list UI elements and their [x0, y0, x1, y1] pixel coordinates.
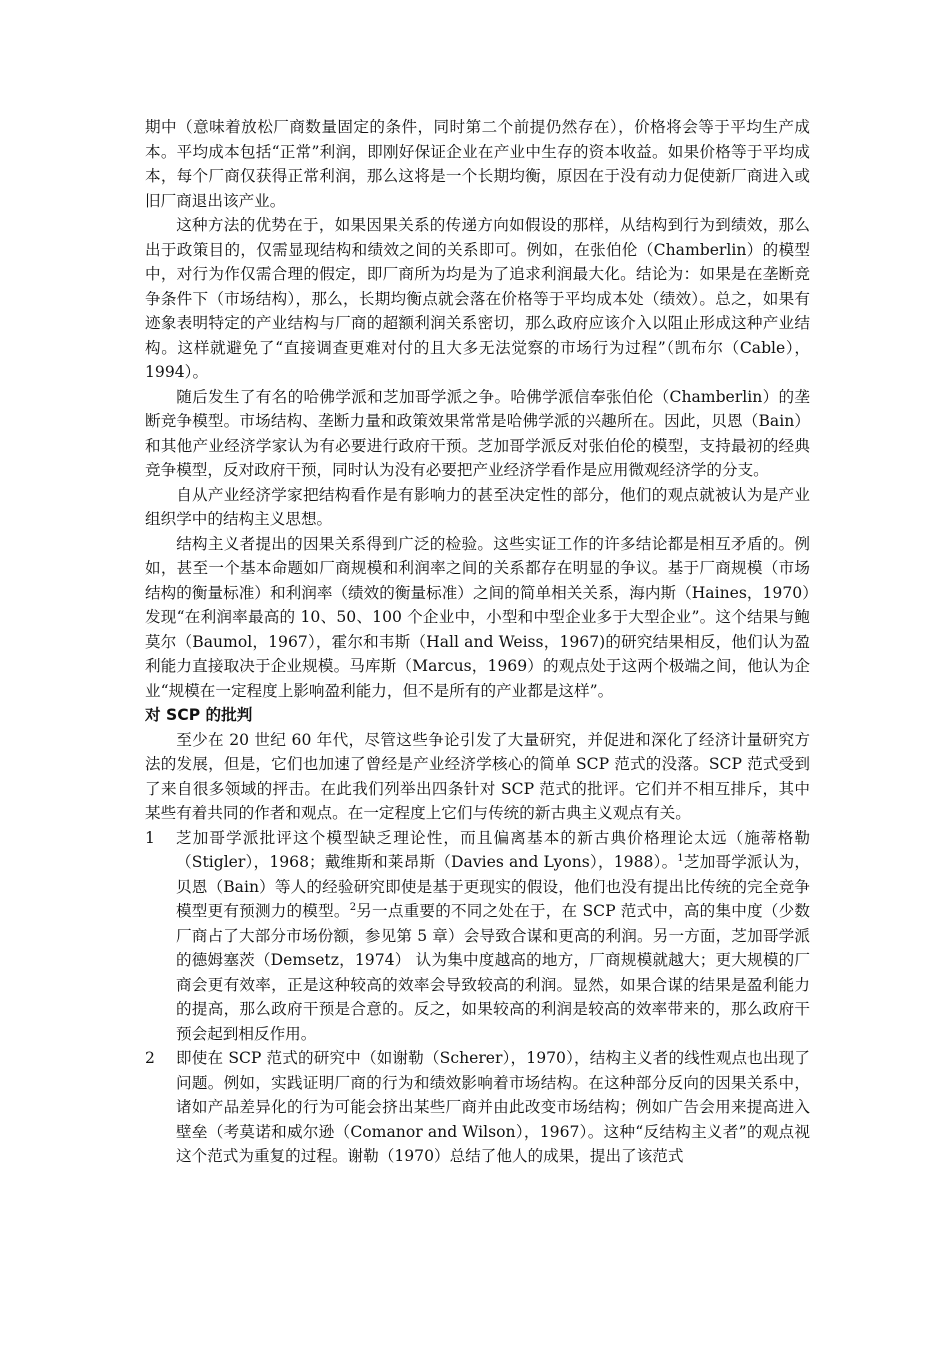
list-item: [145, 1046, 810, 1169]
list-item-text-part: 芝加哥学派认为，贝恩（Bain）等人的经验研究即使是基于更现实的假设，他们也没有提出比传统的完全竞争模型更有预测力的模型。: [176, 853, 810, 920]
list-item-number: 2: [145, 1049, 155, 1067]
body-paragraph: 结构主义者提出的因果关系得到广泛的检验。这些实证工作的许多结论都是相互矛盾的。例如，甚至一个基本命题如厂商规模和利润率之间的关系都存在明显的争议。基于厂商规模（市场结构的衡量标准）和利润率（绩效的衡量标准）之间的简单相关关系，海内斯（Haines，1970）发现“在利润率最高的 10、50、100 个企业中，小型和中型企业多于大型企业”。这个结果与鲍莫尔（Baumol，1967），霍尔和韦斯（Hall and Weiss，1967)的研究结果相反，他们认为盈利能力直接取决于企业规模。马库斯（Marcus，1969）的观点处于这两个极端之间，他认为企业“规模在一定程度上影响盈利能力，但不是所有的产业都是这样”。: [145, 534, 810, 700]
body-paragraph: 随后发生了有名的哈佛学派和芝加哥学派之争。哈佛学派信奉张伯伦（Chamberlin）的垄断竞争模型。市场结构、垄断力量和政策效果常常是哈佛学派的兴趣所在。因此，贝恩（Bain）和其他产业经济学家认为有必要进行政府干预。芝加哥学派反对张伯伦的模型，支持最初的经典竞争模型，反对政府干预，同时认为没有必要把产业经济学看作是应用微观经济学的分支。: [145, 387, 810, 479]
list-item-text: 即使在 SCP 范式的研究中（如谢勒（Scherer），1970），结构主义者的线性观点也出现了问题。例如，实践证明厂商的行为和绩效影响着市场结构。在这种部分反向的因果关系中，诸如产品差异化的行为可能会挤出某些厂商并由此改变市场结构；例如广告会用来提高进入壁垒（考莫诺和威尔逊（Comanor and Wilson），1967）。这种“反结构主义者”的观点视这个范式为重复的过程。谢勒（1970）总结了他人的成果，提出了该范式: [176, 1049, 810, 1165]
list-item-text-part: 另一点重要的不同之处在于，在 SCP 范式中，高的集中度（少数厂商占了大部分市场份额，参见第 5 章）会导致合谋和更高的利润。另一方面，芝加哥学派的德姆塞茨（Demsetz，1974） 认为集中度越高的地方，厂商规模就越大；更大规模的厂商会更有效率，正是这种较高的效率会导致较高的利润。显然，如果合谋的结果是盈利能力的提高，那么政府干预是合意的。反之，如果较高的利润是较高的效率带来的，那么政府干预会起到相反作用。: [176, 902, 810, 1043]
body-paragraph: 自从产业经济学家把结构看作是有影响力的甚至决定性的部分，他们的观点就被认为是产业组织学中的结构主义思想。: [145, 485, 810, 528]
list-item-text-part: 芝加哥学派批评这个模型缺乏理论性，而且偏离基本的新古典价格理论太远（施蒂格勒（Stigler），1968；戴维斯和莱昂斯（Davies and Lyons），1988）。: [176, 828, 810, 871]
list-item: [145, 826, 810, 1047]
list-item-number: 1: [145, 828, 155, 847]
footnote-marker[interactable]: 2: [349, 901, 357, 913]
body-paragraph: 这种方法的优势在于，如果因果关系的传递方向如假设的那样，从结构到行为到绩效，那么出于政策目的，仅需显现结构和绩效之间的关系即可。例如，在张伯伦（Chamberlin）的模型中，对行为作仅需合理的假定，即厂商所为均是为了追求利润最大化。结论为：如果是在垄断竞争条件下（市场结构），那么，长期均衡点就会落在价格等于平均成本处（绩效）。总之，如果有迹象表明特定的产业结构与厂商的超额利润关系密切，那么政府应该介入以阻止形成这种产业结构。这样就避免了“直接调查更难对付的且大多无法觉察的市场行为过程”（凯布尔（Cable），1994）。: [145, 216, 810, 381]
body-paragraph: 期中（意味着放松厂商数量固定的条件，同时第二个前提仍然存在），价格将会等于平均生产成本。平均成本包括“正常”利润，即刚好保证企业在产业中生存的资本收益。如果价格等于平均成本，每个厂商仅获得正常利润，那么这将是一个长期均衡，原因在于没有动力促使新厂商进入或旧厂商退出该产业。: [145, 118, 810, 210]
document-page: [145, 115, 810, 1169]
section-heading: 对 SCP 的批判: [145, 706, 253, 724]
footnote-marker[interactable]: 1: [677, 852, 684, 864]
body-paragraph: 至少在 20 世纪 60 年代，尽管这些争论引发了大量研究，并促进和深化了经济计量研究方法的发展，但是，它们也加速了曾经是产业经济学核心的简单 SCP 范式的没落。SCP 范式受到了来自很多领域的抨击。在此我们列举出四条针对 SCP 范式的批评。它们并不相互排斥，其中某些有着共同的作者和观点。在一定程度上它们与传统的新古典主义观点有关。: [145, 730, 810, 822]
list-item-text: [176, 826, 810, 1047]
